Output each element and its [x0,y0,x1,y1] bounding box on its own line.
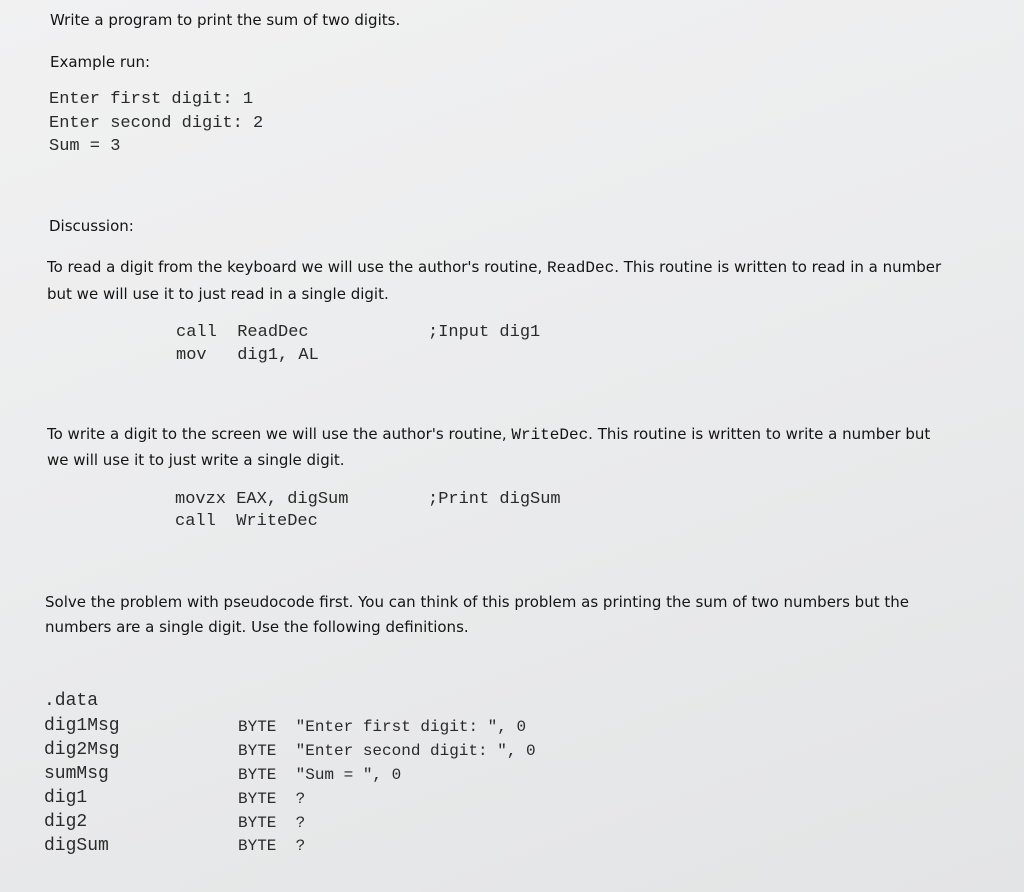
read-paragraph-line-2: but we will use it to just read in a single digit. [47,285,389,303]
write-routine-name: WriteDec [511,426,589,444]
solve-paragraph-line-1: Solve the problem with pseudocode first. You can think of this problem as printing the sum of two numbers but the [45,593,909,611]
data-directive: .data [44,691,99,711]
read-routine-name: ReadDec [546,259,615,277]
read-code-line-1: call ReadDec [176,323,309,342]
read-code-comment: ;Input dig1 [428,323,541,342]
read-code-line-2: mov dig1, AL [176,346,319,365]
read-paragraph-text-after: . This routine is written to read in a number [614,258,942,276]
data-name-4: dig1 [44,788,88,808]
example-run-label: Example run: [50,53,151,71]
data-definition-3: BYTE "Sum = ", 0 [238,766,402,784]
data-definition-2: BYTE "Enter second digit: ", 0 [238,742,536,760]
read-paragraph-line-1 [47,258,941,277]
data-definition-5: BYTE ? [238,814,306,832]
data-definition-6: BYTE ? [238,837,306,855]
data-definition-1: BYTE "Enter first digit: ", 0 [238,718,527,736]
solve-paragraph-line-2: numbers are a single digit. Use the following definitions. [45,618,469,636]
data-name-6: digSum [44,836,109,856]
write-code-comment: ;Print digSum [428,490,561,509]
read-paragraph-text-before: To read a digit from the keyboard we will use the author's routine, [47,258,547,276]
data-name-1: dig1Msg [44,716,120,736]
data-name-3: sumMsg [44,764,109,784]
data-name-5: dig2 [44,812,88,832]
write-paragraph-text-before: To write a digit to the screen we will use the author's routine, [47,425,512,443]
write-paragraph-line-2: we will use it to just write a single digit. [47,451,345,469]
data-definition-4: BYTE ? [238,790,306,808]
data-name-2: dig2Msg [44,740,120,760]
example-run-line-3: Sum = 3 [49,137,121,156]
discussion-label: Discussion: [49,217,134,235]
write-code-line-1: movzx EAX, digSum [175,490,349,509]
write-code-line-2: call WriteDec [175,512,318,531]
example-run-line-1: Enter first digit: 1 [49,90,254,109]
assignment-title: Write a program to print the sum of two digits. [50,11,401,29]
write-paragraph-text-after: . This routine is written to write a number but [588,425,931,443]
example-run-line-2: Enter second digit: 2 [49,114,264,133]
write-paragraph-line-1 [47,425,930,444]
